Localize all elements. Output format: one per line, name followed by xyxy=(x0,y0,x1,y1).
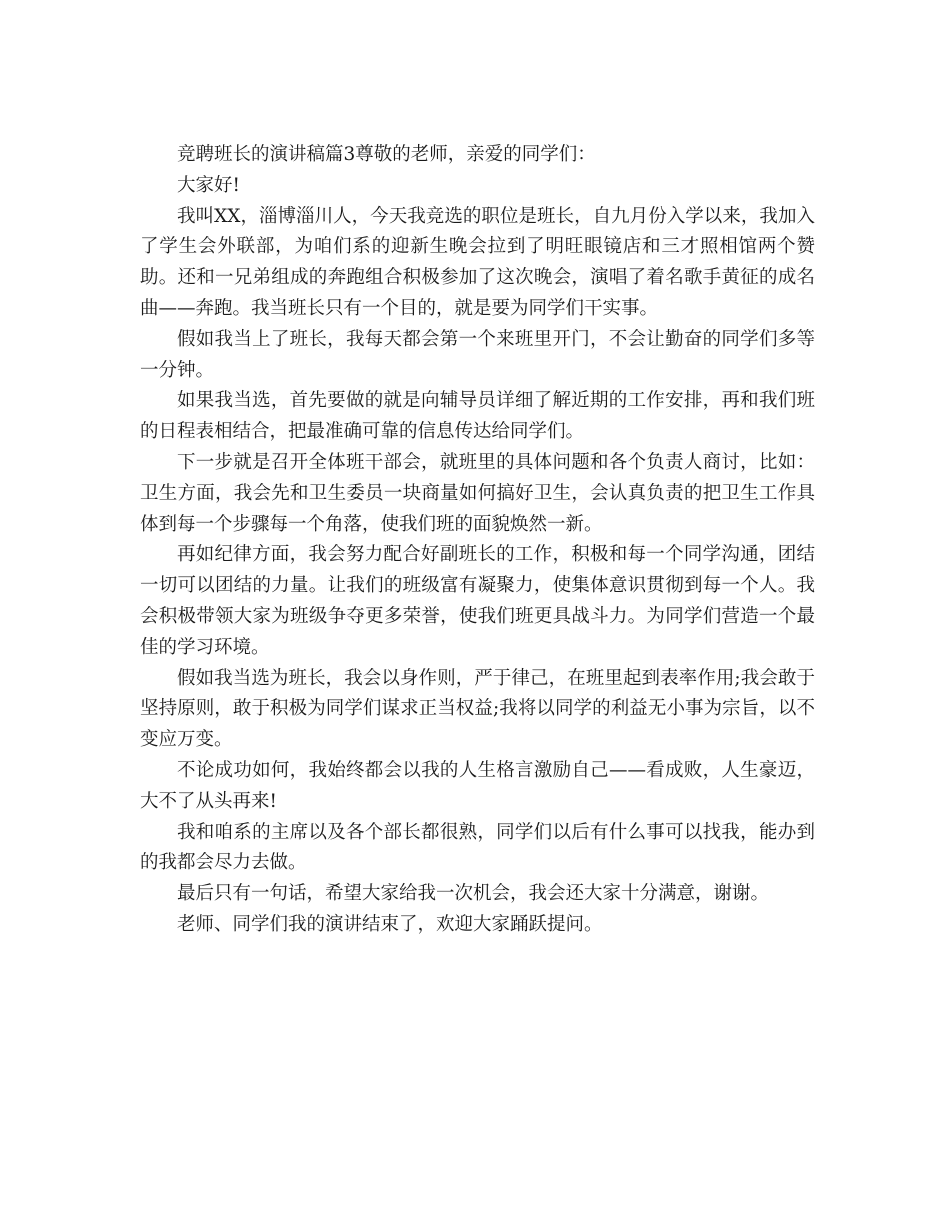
paragraph-hello: 大家好! xyxy=(177,174,240,196)
paragraph-ending: 老师、同学们我的演讲结束了，欢迎大家踊跃提问。 xyxy=(177,913,603,935)
paragraph-lead-by-example: 假如我当选为班长，我会以身作则，严于律己，在班里起到表率作用;我会敢于坚持原则，敢于积极为同学们谋求正当权益;我将以同学的利益无小事为宗旨，以不变应万变。 xyxy=(140,667,815,751)
paragraph-closing-request: 最后只有一句话，希望大家给我一次机会，我会还大家十分满意，谢谢。 xyxy=(177,883,770,905)
paragraph-connections: 我和咱系的主席以及各个部长都很熟，同学们以后有什么事可以找我，能办到的我都会尽力去做。 xyxy=(140,821,815,874)
paragraph-introduction: 我叫XX，淄博淄川人，今天我竞选的职位是班长，自九月份入学以来，我加入了学生会外联部，为咱们系的迎新生晚会拉到了明旺眼镜店和三才照相馆两个赞助。还和一兄弟组成的奔跑组合积极参加了这次晚会，演唱了着名歌手黄征的成名曲——奔跑。我当班长只有一个目的，就是要为同学们干实事。 xyxy=(140,205,815,319)
paragraph-discipline: 再如纪律方面，我会努力配合好副班长的工作，积极和每一个同学沟通，团结一切可以团结的力量。让我们的班级富有凝聚力，使集体意识贯彻到每一个人。我会积极带领大家为班级争夺更多荣誉，使我们班更具战斗力。为同学们营造一个最佳的学习环境。 xyxy=(140,544,815,658)
paragraph-motto: 不论成功如何，我始终都会以我的人生格言激励自己——看成败，人生豪迈，大不了从头再来! xyxy=(140,759,815,812)
document-page xyxy=(140,140,815,941)
paragraph-next-step: 下一步就是召开全体班干部会，就班里的具体问题和各个负责人商讨，比如：卫生方面，我会先和卫生委员一块商量如何搞好卫生，会认真负责的把卫生工作具体到每一个步骤每一个角落，使我们班的面貌焕然一新。 xyxy=(140,451,815,535)
paragraph-first-task: 如果我当选，首先要做的就是向辅导员详细了解近期的工作安排，再和我们班的日程表相结合，把最准确可靠的信息传达给同学们。 xyxy=(140,390,815,443)
paragraph-title-greeting: 竞聘班长的演讲稿篇3尊敬的老师，亲爱的同学们： xyxy=(177,144,596,165)
paragraph-open-door: 假如我当上了班长，我每天都会第一个来班里开门，不会让勤奋的同学们多等一分钟。 xyxy=(140,328,815,381)
